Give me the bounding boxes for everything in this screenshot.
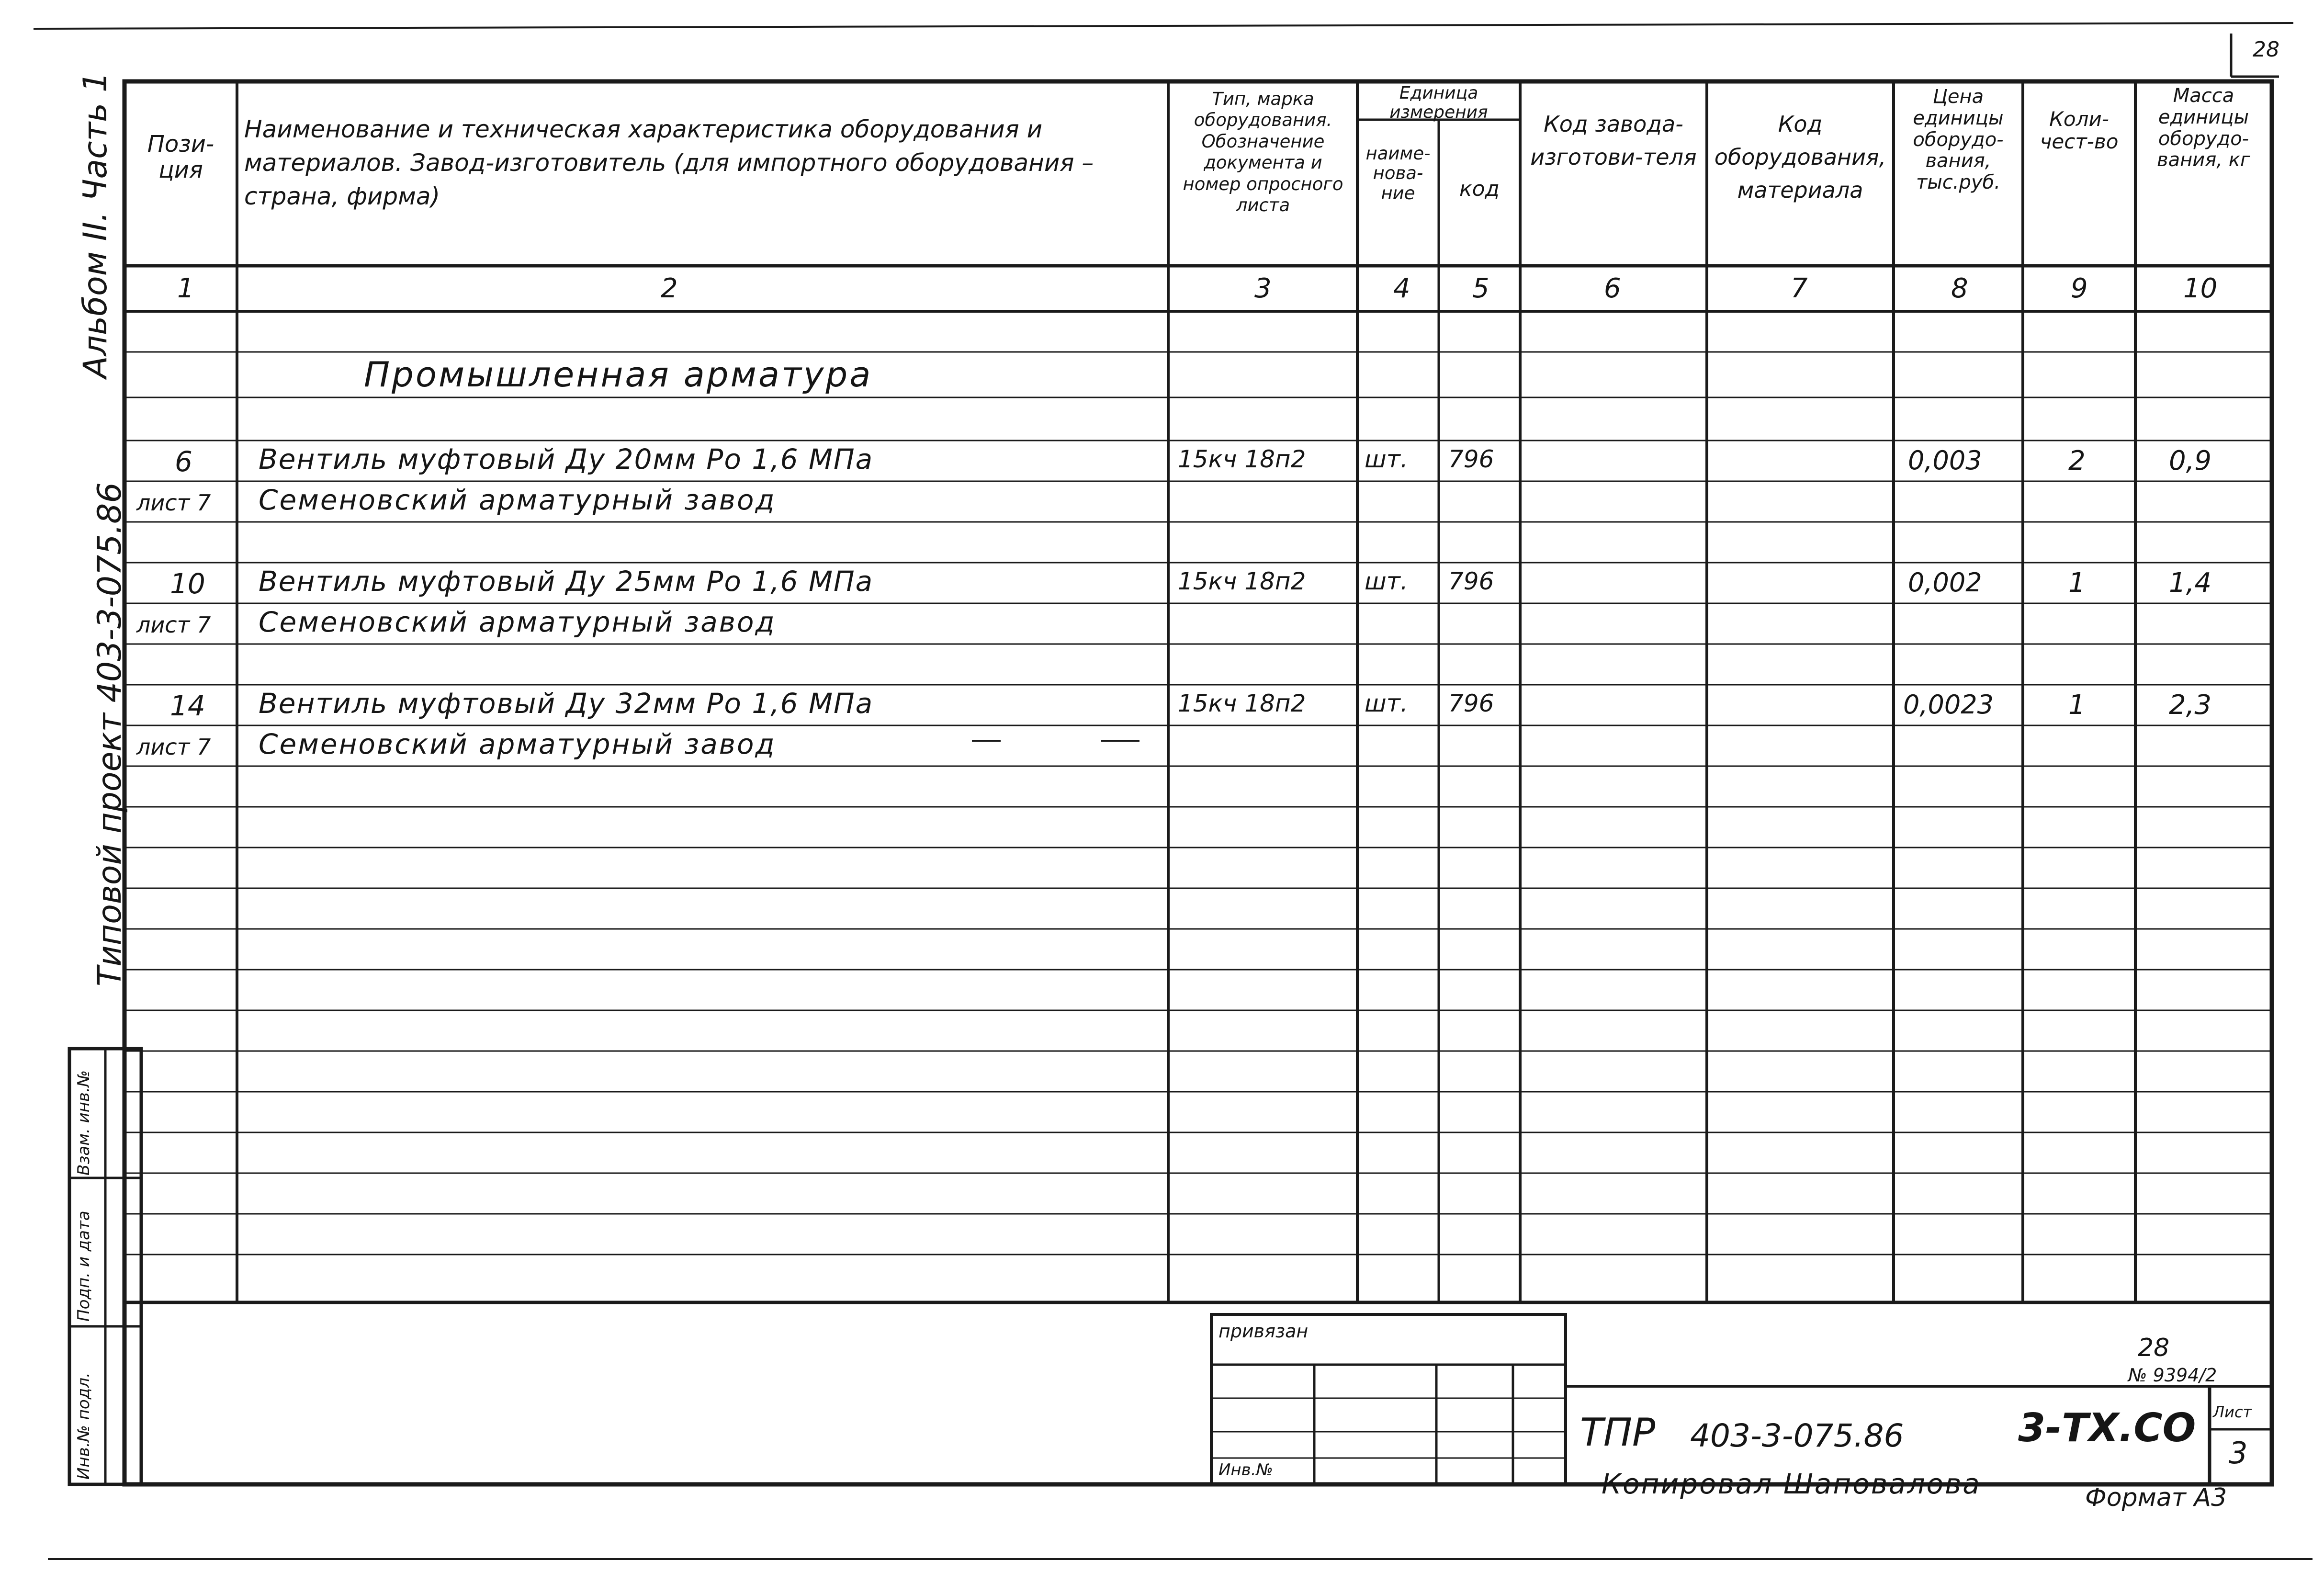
item-1-mass: 0,9 bbox=[2169, 445, 2212, 476]
item-1-sheet: лист 7 bbox=[136, 490, 211, 516]
copied-by: Копировал Шаповалова bbox=[1602, 1468, 1981, 1500]
item-3-name: Вентиль муфтовый Ду 32мм Ро 1,6 МПа bbox=[259, 687, 874, 720]
column-number-9: 9 bbox=[2071, 273, 2088, 304]
format-label: Формат А3 bbox=[2085, 1483, 2227, 1512]
item-2-unit: шт. bbox=[1365, 567, 1408, 595]
column-number-5: 5 bbox=[1472, 273, 1489, 304]
item-1-code: 796 bbox=[1448, 445, 1494, 473]
item-3-type: 15кч 18п2 bbox=[1178, 690, 1306, 717]
item-1-price: 0,003 bbox=[1908, 445, 1982, 475]
item-1-type: 15кч 18п2 bbox=[1178, 445, 1306, 473]
item-1-quantity: 2 bbox=[2068, 445, 2086, 476]
header-price: Цена единицы оборудо-вания, тыс.руб. bbox=[1913, 86, 2004, 194]
item-2-mass: 1,4 bbox=[2169, 567, 2212, 599]
item-3-code: 796 bbox=[1448, 690, 1494, 717]
inventory-label: Инв.№ bbox=[1218, 1460, 1273, 1480]
item-3-price: 0,0023 bbox=[1903, 690, 1994, 720]
stamp-label-inv: Взам. инв.№ bbox=[74, 1070, 93, 1176]
item-2-code: 796 bbox=[1448, 567, 1494, 595]
tied-label: привязан bbox=[1218, 1321, 1309, 1342]
item-2-quantity: 1 bbox=[2068, 567, 2086, 599]
album-side-label: Альбом II. Часть 1 bbox=[77, 71, 114, 378]
column-number-4: 4 bbox=[1393, 273, 1410, 304]
sheet-label: Лист bbox=[2213, 1403, 2252, 1421]
column-number-6: 6 bbox=[1604, 273, 1621, 304]
column-number-2: 2 bbox=[661, 273, 678, 304]
top-trim-line bbox=[34, 23, 2293, 29]
header-mass: Масса единицы оборудо-вания, кг bbox=[2157, 85, 2250, 171]
column-number-8: 8 bbox=[1951, 273, 1968, 304]
document-code: 3-ТХ.СО bbox=[2018, 1405, 2196, 1451]
header-maker-code: Код завода-изготови-теля bbox=[1530, 111, 1697, 170]
page-reference: 28 bbox=[2138, 1334, 2170, 1362]
item-3-quantity: 1 bbox=[2068, 690, 2086, 721]
tpr-label: ТПР bbox=[1580, 1410, 1656, 1455]
column-number-7: 7 bbox=[1791, 273, 1808, 304]
item-2-position: 10 bbox=[170, 567, 205, 600]
header-type: Тип, марка оборудования. Обозначение документа и номер опросного листа bbox=[1183, 89, 1343, 215]
item-3-mass: 2,3 bbox=[2169, 690, 2212, 721]
header-unit-name: наиме-нова-ние bbox=[1365, 143, 1431, 204]
header-position: Пози-ция bbox=[147, 131, 214, 183]
section-title: Промышленная арматура bbox=[364, 354, 873, 395]
item-3-maker: Семеновский арматурный завод bbox=[259, 728, 776, 760]
item-1-unit: шт. bbox=[1365, 445, 1408, 473]
item-1-position: 6 bbox=[175, 445, 192, 478]
column-number-1: 1 bbox=[177, 273, 194, 304]
header-equipment-code: Код оборудования, материала bbox=[1714, 111, 1886, 203]
column-number-10: 10 bbox=[2183, 273, 2218, 304]
header-quantity: Коли-чест-во bbox=[2040, 107, 2119, 154]
item-2-maker: Семеновский арматурный завод bbox=[259, 606, 776, 638]
page-number: 28 bbox=[2253, 37, 2279, 62]
column-number-3: 3 bbox=[1254, 273, 1272, 304]
header-name: Наименование и техническая характеристика оборудования и материалов. Завод-изготовитель (для импортного оборудования – страна, фирма) bbox=[244, 115, 1094, 210]
archive-number: № 9394/2 bbox=[2128, 1365, 2217, 1386]
item-1-maker: Семеновский арматурный завод bbox=[259, 484, 776, 516]
header-unit-group: Единица измерения bbox=[1389, 83, 1488, 123]
project-side-label: Типовой проект 403-3-075.86 bbox=[91, 482, 129, 986]
sheet-number: 3 bbox=[2229, 1436, 2248, 1470]
item-2-sheet: лист 7 bbox=[136, 612, 211, 638]
item-2-type: 15кч 18п2 bbox=[1178, 567, 1306, 595]
project-number: 403-3-075.86 bbox=[1690, 1417, 1904, 1454]
stamp-label-sign: Подп. и дата bbox=[74, 1210, 93, 1322]
main-frame bbox=[124, 81, 2272, 1484]
item-3-sheet: лист 7 bbox=[136, 734, 211, 760]
stamp-label-orig: Инв.№ подл. bbox=[74, 1372, 93, 1480]
item-2-price: 0,002 bbox=[1908, 567, 1982, 598]
header-unit-code: код bbox=[1459, 177, 1500, 201]
item-2-name: Вентиль муфтовый Ду 25мм Ро 1,6 МПа bbox=[259, 565, 874, 598]
item-3-unit: шт. bbox=[1365, 690, 1408, 717]
item-1-name: Вентиль муфтовый Ду 20мм Ро 1,6 МПа bbox=[259, 443, 874, 475]
item-3-position: 14 bbox=[170, 690, 205, 722]
